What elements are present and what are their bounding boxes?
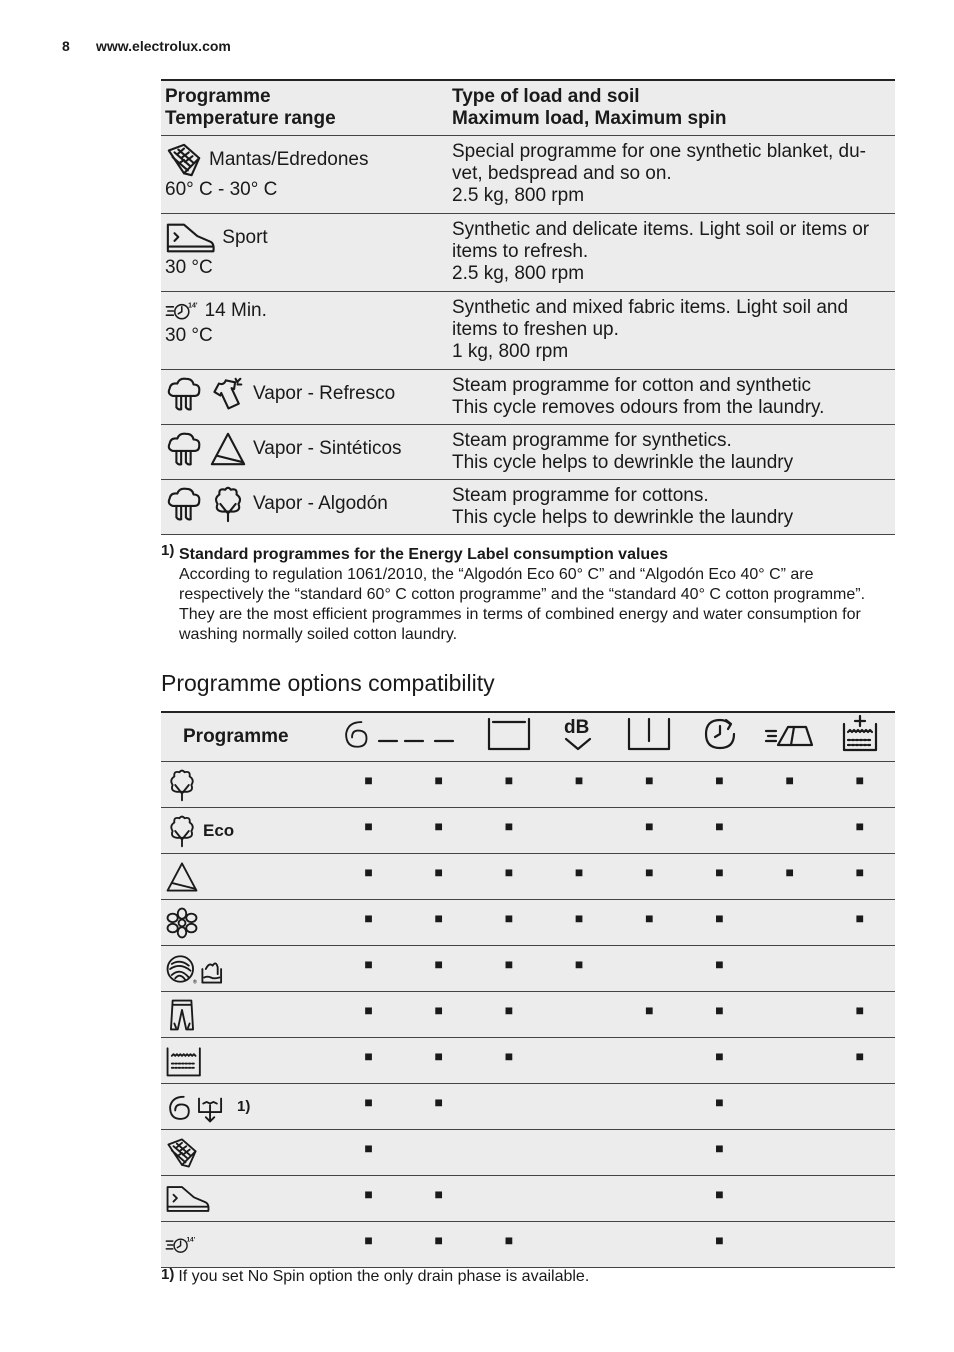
quick-14-min-icon [165,297,199,325]
compat-cell [544,946,614,992]
load-description [442,424,895,479]
compatible-mark: ■ [504,818,514,834]
svg-text:14': 14' [188,302,198,310]
compatible-mark: ■ [504,1232,514,1248]
footnote-mark: 1) [161,1266,175,1283]
compat-cell [614,900,684,946]
compatible-mark: ■ [645,1002,654,1018]
compatible-mark: ■ [645,864,654,880]
compatible-mark: ■ [364,1140,373,1156]
load-description [442,479,895,534]
description-line: 2.5 kg, 800 rpm [452,262,585,284]
compat-row [161,992,895,1038]
cotton-icon [165,768,199,802]
option-header [614,712,684,762]
compat-cell [614,762,684,808]
compat-row [161,762,895,808]
option-header [825,712,895,762]
programme-row [161,479,895,534]
programme-name: Mantas/Edredones [209,148,369,170]
synthetics-icon [165,860,199,894]
description-line: items to refresh. [452,240,589,262]
compatible-mark: ■ [785,772,794,788]
compatible-mark: ■ [364,818,373,834]
compat-cell [684,946,754,992]
cotton-icon [209,485,247,523]
dash-icon-1 [375,717,401,757]
compat-cell [755,900,825,946]
compat-cell [825,900,895,946]
compat-cell [825,854,895,900]
description-line: This cycle helps to dewrinkle the laundry [452,506,794,528]
steam-icon [165,485,203,523]
compat-cell [614,808,684,854]
compatible-mark: ■ [715,1232,724,1248]
blanket-icon [165,141,203,179]
compatible-mark: ■ [434,1002,443,1018]
description-line: vet, bedspread and so on. [452,162,672,184]
compat-cell [544,854,614,900]
extra-rinse-icon [840,714,880,760]
compat-cell [614,854,684,900]
compat-cell [825,946,895,992]
compat-cell [684,992,754,1038]
compat-cell [825,1222,895,1268]
compat-cell [404,762,474,808]
compat-cell [614,946,684,992]
programme-cell [161,291,442,369]
compat-programme [161,1130,333,1176]
compatible-mark: ■ [855,864,865,880]
compat-cell [404,946,474,992]
compat-cell [544,992,614,1038]
wool-handwash-icon [165,952,226,986]
programme-cell [161,369,442,424]
compat-cell [333,808,403,854]
page-header [62,38,231,54]
compatible-mark: ■ [855,1048,865,1064]
cotton-icon [165,814,199,848]
compat-programme [161,946,333,992]
compatible-mark: ■ [504,1002,514,1018]
description-line: items to freshen up. [452,318,619,340]
compat-cell [825,1130,895,1176]
compat-programme [161,854,333,900]
compatible-mark: ■ [434,772,443,788]
load-description [442,369,895,424]
compat-cell [684,1084,754,1130]
programme-name: Vapor - Sintéticos [253,437,402,459]
compatible-mark: ■ [504,864,514,880]
section-title: Programme options compatibility [161,670,495,696]
compat-cell [474,1084,544,1130]
compatible-mark: ■ [364,1002,373,1018]
compat-row [161,1084,895,1130]
compatible-mark: ■ [364,772,373,788]
programme-name: Sport [222,226,268,248]
compat-programme [161,1084,333,1130]
compat-cell [474,808,544,854]
compat-cell [404,992,474,1038]
programme-row [161,369,895,424]
description-line: Steam programme for cottons. [452,484,709,506]
compat-cell [755,1222,825,1268]
programme-name: 14 Min. [204,299,267,321]
load-description [442,135,895,213]
compatible-mark: ■ [434,1094,443,1110]
compat-programme [161,900,333,946]
svg-text:dB: dB [564,717,590,738]
compatible-mark: ■ [364,1232,373,1248]
compat-cell [825,992,895,1038]
compat-cell [404,854,474,900]
compatible-mark: ■ [434,1232,443,1248]
time-save-icon [700,715,740,759]
compat-programme [161,1222,333,1268]
compatible-mark: ■ [434,910,443,926]
compatible-mark: ■ [645,772,654,788]
compat-cell [684,854,754,900]
jeans-icon [165,998,199,1032]
compat-programme [161,808,333,854]
compatible-mark: ■ [434,818,443,834]
compat-row [161,1176,895,1222]
compat-cell [614,1130,684,1176]
compat-programme [161,1038,333,1084]
compat-row [161,1038,895,1084]
compatible-mark: ■ [855,910,865,926]
compat-programme [161,762,333,808]
options-compatibility-table [161,711,895,1268]
programme-row [161,135,895,213]
header-programme: Programme [161,712,333,762]
footnote-energy-label [161,541,895,645]
compat-cell [684,1222,754,1268]
option-header [474,712,544,762]
compatible-mark: ■ [504,956,514,972]
compat-cell [755,854,825,900]
compat-cell [755,992,825,1038]
compat-cell [333,900,403,946]
compat-cell [333,992,403,1038]
footnote-no-spin [161,1266,589,1286]
description-line: Special programme for one synthetic blanket, du- [452,140,866,162]
compat-cell [544,762,614,808]
compatible-mark: ■ [364,1186,373,1202]
compat-cell [474,1176,544,1222]
compat-cell [333,854,403,900]
programme-row [161,424,895,479]
compat-cell [404,1222,474,1268]
temperature-range: 30 °C [165,256,213,278]
compatible-mark: ■ [645,818,654,834]
compat-cell [544,1130,614,1176]
compatible-mark: ■ [715,818,724,834]
compat-cell [684,762,754,808]
compat-cell [544,808,614,854]
compat-cell [614,992,684,1038]
compat-cell [684,1176,754,1222]
programme-table-header [161,80,895,135]
compatible-mark: ■ [855,818,865,834]
compat-cell [825,1084,895,1130]
footnote-text: If you set No Spin option the only drain phase is available. [178,1268,590,1285]
synthetics-icon [209,430,247,468]
load-description [442,291,895,369]
compat-cell [544,1084,614,1130]
compatible-mark: ■ [574,772,584,788]
compatible-mark: ■ [504,910,514,926]
compat-cell [474,762,544,808]
spin-drain-icon [165,1090,233,1124]
compat-cell [474,992,544,1038]
compat-cell [474,946,544,992]
compatible-mark: ■ [645,910,654,926]
svg-text:®: ® [193,978,197,985]
compat-cell [544,900,614,946]
option-header [755,712,825,762]
compat-cell [684,808,754,854]
compat-cell [333,1130,403,1176]
compat-cell [614,1084,684,1130]
compat-row [161,808,895,854]
options-header-row [161,712,895,762]
compat-cell [333,1222,403,1268]
compat-cell [755,1084,825,1130]
programme-cell [161,135,442,213]
compat-cell [755,946,825,992]
prewash-icon [485,715,533,759]
compat-row [161,900,895,946]
compat-cell [474,1130,544,1176]
compat-cell [825,1176,895,1222]
compatible-mark: ■ [785,864,794,880]
compat-cell [333,762,403,808]
option-header [544,712,614,762]
compatible-mark: ■ [715,1048,724,1064]
compat-programme [161,992,333,1038]
compat-cell [404,1084,474,1130]
compat-cell [474,1038,544,1084]
compat-cell [333,1084,403,1130]
compatible-mark: ■ [715,1186,724,1202]
site-url: www.electrolux.com [96,38,231,54]
shirt-refresh-icon [209,375,247,413]
compat-cell [544,1176,614,1222]
compat-cell [755,808,825,854]
compat-cell [404,1130,474,1176]
compat-cell [825,1038,895,1084]
compat-programme-label: Eco [203,820,235,840]
description-line: Steam programme for synthetics. [452,429,732,451]
compatible-mark: ■ [574,864,584,880]
rinse-tub-icon [165,1044,202,1078]
dash-icon-2 [401,717,457,757]
compat-cell [544,1038,614,1084]
load-description [442,213,895,291]
compatible-mark: ■ [434,1048,443,1064]
compatible-mark: ■ [434,956,443,972]
programme-row [161,291,895,369]
compat-cell [614,1176,684,1222]
svg-text:14': 14' [186,1236,196,1244]
compat-cell [333,1176,403,1222]
compat-cell [544,1222,614,1268]
compatible-mark: ■ [715,1094,724,1110]
compat-cell [333,1038,403,1084]
compat-cell [404,900,474,946]
header-programme: Programme Temperature range [161,80,442,135]
option-header [684,712,754,762]
temperature-range: 60° C - 30° C [165,178,278,200]
compatible-mark: ■ [855,1002,865,1018]
compatible-mark: ■ [855,772,865,788]
description-line: 2.5 kg, 800 rpm [452,184,585,206]
compatible-mark: ■ [715,1140,724,1156]
programme-name: Vapor - Refresco [253,382,396,404]
quick-14-min-icon [165,1232,196,1258]
programme-name: Vapor - Algodón [253,492,388,514]
header-load: Type of load and soil Maximum load, Maximum spin [442,80,895,135]
rinse-hold-icon [625,715,673,759]
option-spin-header [333,712,473,762]
compat-cell [474,1222,544,1268]
compatible-mark: ■ [574,910,584,926]
spin-icon [341,717,375,757]
compat-row [161,1222,895,1268]
description-line: This cycle helps to dewrinkle the laundry [452,451,794,473]
quiet-db-icon [562,715,596,759]
compat-cell [404,808,474,854]
programme-cell [161,479,442,534]
compat-cell [404,1176,474,1222]
easy-iron-icon [764,717,816,757]
compatible-mark: ■ [434,1186,443,1202]
compatible-mark: ■ [715,910,724,926]
compat-row [161,946,895,992]
description-line: Steam programme for cotton and synthetic [452,374,812,396]
compat-cell [684,1038,754,1084]
footnote-title: Standard programmes for the Energy Label consumption values [179,546,668,563]
compat-cell [614,1222,684,1268]
delicates-flower-icon [165,906,199,940]
compatible-mark: ■ [364,1048,373,1064]
compatible-mark: ■ [364,864,373,880]
compatible-mark: ■ [364,1094,373,1110]
compatible-mark: ■ [504,1048,514,1064]
compatible-mark: ■ [715,864,724,880]
compatible-mark: ■ [434,864,443,880]
compat-cell [684,1130,754,1176]
sport-shoe-icon [165,219,216,257]
description-line: Synthetic and delicate items. Light soil or items or [452,218,870,240]
compatible-mark: ■ [364,910,373,926]
compatible-mark: ■ [364,956,373,972]
compat-cell [755,762,825,808]
programme-cell [161,424,442,479]
programme-row [161,213,895,291]
footnote-body: According to regulation 1061/2010, the “Algodón Eco 60° C” and “Algodón Eco 40° C” are respectively the “standard 60° C cotton programme” and the “standard 40° C cotton programme”. They are the most efficient programmes in terms of combined energy and water consumption for washing normally soiled cotton laundry. [179,566,866,643]
compatible-mark: ■ [715,956,724,972]
blanket-icon [165,1136,199,1170]
description-line: Synthetic and mixed fabric items. Light soil and [452,296,849,318]
compat-programme-label: 1) [237,1098,251,1115]
compatible-mark: ■ [715,1002,724,1018]
compat-cell [755,1176,825,1222]
compatible-mark: ■ [504,772,514,788]
page-number: 8 [62,38,70,54]
description-line: This cycle removes odours from the laundry. [452,396,825,418]
footnote-mark: 1) [161,542,175,559]
compat-row [161,1130,895,1176]
programme-table [161,79,895,535]
compat-row [161,854,895,900]
steam-icon [165,375,203,413]
compat-cell [755,1038,825,1084]
sport-shoe-icon [165,1182,211,1216]
compat-cell [474,900,544,946]
compat-cell [614,1038,684,1084]
compat-cell [474,854,544,900]
compat-cell [825,808,895,854]
programme-cell [161,213,442,291]
compat-programme [161,1176,333,1222]
compat-cell [825,762,895,808]
steam-icon [165,430,203,468]
compat-cell [755,1130,825,1176]
compatible-mark: ■ [574,956,584,972]
compatible-mark: ■ [715,772,724,788]
temperature-range: 30 °C [165,324,213,346]
description-line: 1 kg, 800 rpm [452,340,569,362]
compat-cell [333,946,403,992]
compat-cell [404,1038,474,1084]
compat-cell [684,900,754,946]
